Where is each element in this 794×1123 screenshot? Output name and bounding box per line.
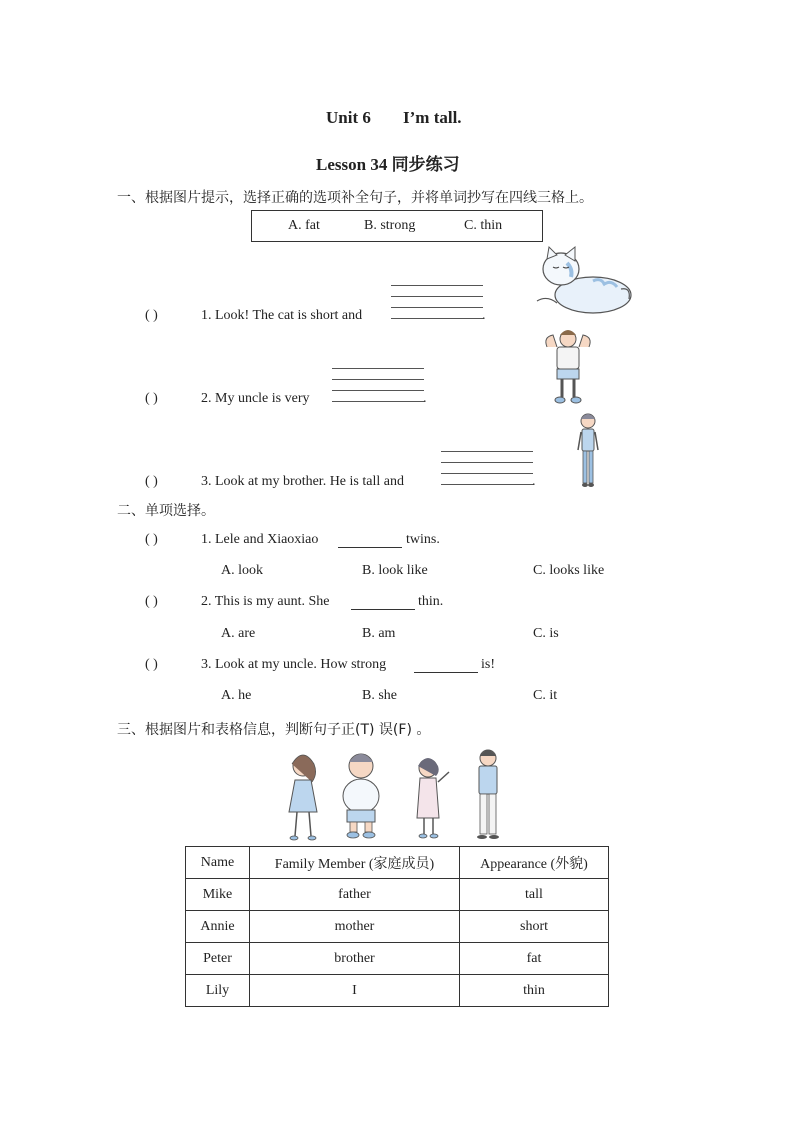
answer-paren[interactable]: ( ) [145, 532, 158, 547]
header-family-member: Family Member (家庭成员) [250, 847, 460, 879]
strong-man-illustration [543, 325, 593, 405]
lesson-title: Lesson 34 同步练习 [316, 155, 460, 174]
cell-appearance: short [460, 911, 609, 943]
option-b: B. look like [362, 563, 428, 578]
answer-paren[interactable]: ( ) [145, 474, 158, 489]
tall-man-figure [477, 750, 499, 839]
period: . [482, 308, 486, 323]
answer-blank[interactable] [414, 657, 478, 673]
answer-paren[interactable]: ( ) [145, 308, 158, 323]
four-line-grid[interactable] [391, 285, 483, 319]
question-tail: is! [481, 657, 495, 672]
cell-name: Mike [186, 879, 250, 911]
part3-heading: 三、根据图片和表格信息，判断句子正(T) 误(F) 。 [117, 722, 431, 738]
fat-cat-illustration [533, 245, 635, 317]
option-a: A. are [221, 626, 256, 641]
header-name: Name [186, 847, 250, 879]
cell-appearance: tall [460, 879, 609, 911]
girl-figure [289, 755, 317, 840]
question-text: 3. Look at my uncle. How strong [201, 657, 387, 672]
family-info-table [185, 846, 609, 1007]
option-b: B. she [362, 688, 397, 703]
question-text: 1. Lele and Xiaoxiao [201, 532, 319, 547]
question-text: 2. My uncle is very [201, 391, 310, 406]
four-line-grid[interactable] [332, 368, 424, 402]
answer-blank[interactable] [338, 532, 402, 548]
answer-paren[interactable]: ( ) [145, 594, 158, 609]
fat-boy-figure [343, 754, 379, 838]
cell-member: I [250, 975, 460, 1007]
question-text: 1. Look! The cat is short and [201, 308, 363, 323]
table-row [186, 911, 609, 943]
four-line-grid[interactable] [441, 451, 533, 485]
header-appearance: Appearance (外貌) [460, 847, 609, 879]
part1-heading: 一、根据图片提示，选择正确的选项补全句子，并将单词抄写在四线三格上。 [117, 190, 593, 206]
answer-paren[interactable]: ( ) [145, 657, 158, 672]
cell-name: Peter [186, 943, 250, 975]
woman-figure [417, 758, 449, 838]
cell-name: Lily [186, 975, 250, 1007]
option-strong: B. strong [364, 218, 416, 233]
table-row [186, 879, 609, 911]
cell-appearance: thin [460, 975, 609, 1007]
option-fat: A. fat [288, 218, 320, 233]
period: . [532, 474, 536, 489]
part2-heading: 二、单项选择。 [117, 503, 215, 519]
option-c: C. is [533, 626, 559, 641]
table-header-row [186, 847, 609, 879]
option-c: C. looks like [533, 563, 605, 578]
question-tail: thin. [418, 594, 444, 609]
question-text: 2. This is my aunt. She [201, 594, 330, 609]
answer-blank[interactable] [351, 594, 415, 610]
part1-options-box [251, 210, 543, 242]
table-row [186, 975, 609, 1007]
thin-boy-illustration [575, 410, 601, 490]
question-text: 3. Look at my brother. He is tall and [201, 474, 404, 489]
cell-member: mother [250, 911, 460, 943]
option-b: B. am [362, 626, 396, 641]
period: . [423, 391, 427, 406]
unit-title: I’m tall. [403, 108, 462, 127]
option-a: A. look [221, 563, 263, 578]
cell-appearance: fat [460, 943, 609, 975]
cell-name: Annie [186, 911, 250, 943]
option-thin: C. thin [464, 218, 503, 233]
option-c: C. it [533, 688, 558, 703]
cell-member: brother [250, 943, 460, 975]
unit-label: Unit 6 [326, 108, 371, 127]
option-a: A. he [221, 688, 252, 703]
answer-paren[interactable]: ( ) [145, 391, 158, 406]
cell-member: father [250, 879, 460, 911]
table-row [186, 943, 609, 975]
family-illustration [283, 748, 513, 844]
question-tail: twins. [406, 532, 440, 547]
